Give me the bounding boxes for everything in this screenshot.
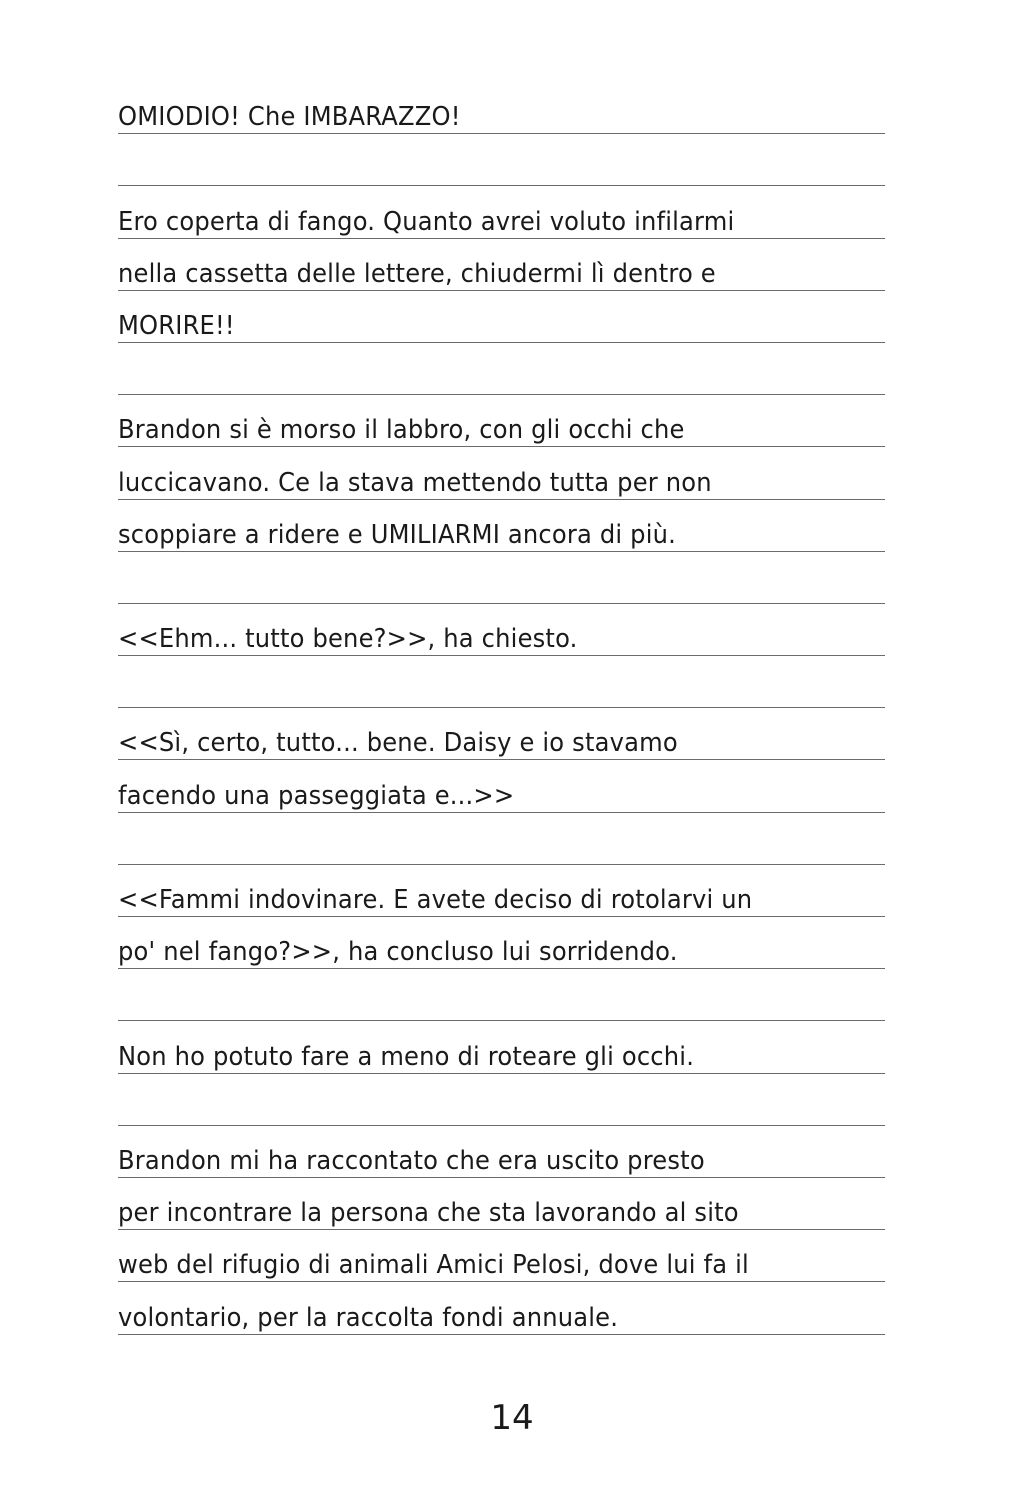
ruled-line xyxy=(118,395,885,447)
ruled-line xyxy=(118,552,885,604)
ruled-line xyxy=(118,1230,885,1282)
ruled-line xyxy=(118,708,885,760)
text-line: per incontrare la persona che sta lavorando al sito xyxy=(118,1198,739,1229)
ruled-line xyxy=(118,656,885,708)
ruled-line xyxy=(118,1282,885,1334)
ruled-line xyxy=(118,134,885,186)
ruled-line xyxy=(118,500,885,552)
ruled-line xyxy=(118,239,885,291)
ruled-line xyxy=(118,186,885,238)
ruled-line xyxy=(118,917,885,969)
text-line: <<Fammi indovinare. E avete deciso di rotolarvi un xyxy=(118,885,753,915)
text-line: OMIODIO! Che IMBARAZZO! xyxy=(118,102,461,133)
ruled-line xyxy=(118,82,885,134)
ruled-line xyxy=(118,865,885,917)
ruled-lines xyxy=(118,82,885,1335)
ruled-line xyxy=(118,813,885,865)
text-line: <<Ehm... tutto bene?>>, ha chiesto. xyxy=(118,624,578,655)
text-line: Non ho potuto fare a meno di roteare gli occhi. xyxy=(118,1041,695,1072)
ruled-line xyxy=(118,760,885,812)
ruled-line xyxy=(118,604,885,656)
ruled-line xyxy=(118,1126,885,1178)
text-line: web del rifugio di animali Amici Pelosi, dove lui fa il xyxy=(118,1250,749,1281)
text-line: Brandon mi ha raccontato che era uscito presto xyxy=(118,1145,705,1176)
ruled-line xyxy=(118,343,885,395)
text-line: MORIRE!! xyxy=(118,310,235,341)
ruled-line xyxy=(118,1074,885,1126)
text-line: luccicavano. Ce la stava mettendo tutta per non xyxy=(118,467,712,498)
text-line: scoppiare a ridere e UMILIARMI ancora di più. xyxy=(118,519,677,550)
text-line: po' nel fango?>>, ha concluso lui sorridendo. xyxy=(118,937,678,968)
text-line: Brandon si è morso il labbro, con gli occhi che xyxy=(118,415,685,446)
text-line: nella cassetta delle lettere, chiudermi lì dentro e xyxy=(118,258,716,289)
text-line: Ero coperta di fango. Quanto avrei voluto infilarmi xyxy=(118,206,735,237)
ruled-line xyxy=(118,1021,885,1073)
ruled-line xyxy=(118,447,885,499)
text-line: volontario, per la raccolta fondi annuale. xyxy=(118,1302,619,1333)
text-line: facendo una passeggiata e...>> xyxy=(118,780,515,811)
ruled-line xyxy=(118,1178,885,1230)
page-number: 14 xyxy=(490,1398,534,1438)
ruled-line xyxy=(118,969,885,1021)
ruled-line xyxy=(118,291,885,343)
text-line: <<Sì, certo, tutto... bene. Daisy e io stavamo xyxy=(118,728,678,759)
